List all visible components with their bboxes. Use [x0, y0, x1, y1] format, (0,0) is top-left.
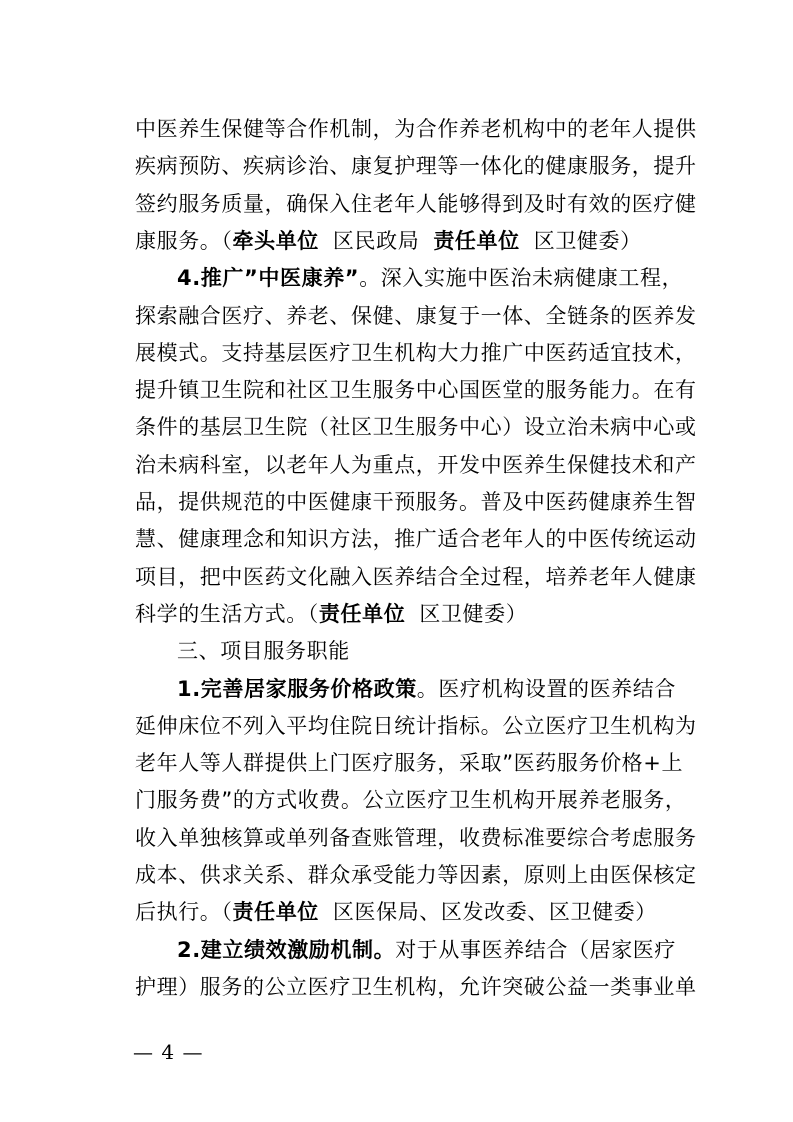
text-line [135, 559, 695, 596]
text-line [135, 596, 695, 633]
text-line [177, 932, 695, 969]
text-line [135, 857, 695, 894]
text-segment: 慧、健康理念和知识方法，推广适合老年人的中医传统运动 [135, 527, 697, 552]
text-line [135, 223, 695, 260]
text-line [135, 409, 695, 446]
text-segment: 品，提供规范的中医健康干预服务。普及中医药健康养生智 [135, 490, 697, 514]
bold-text-segment: 2.建立绩效激励机制。 [177, 937, 396, 962]
text-line [135, 484, 695, 521]
text-line [135, 111, 695, 148]
text-segment: 三、项目服务职能 [177, 639, 350, 664]
text-segment: 延伸床位不列入平均住院日统计指标。公立医疗卫生机构为 [135, 713, 697, 738]
text-segment: 后执行。（ [135, 900, 233, 925]
text-line [135, 708, 695, 745]
text-segment: 成本、供求关系、群众承受能力等因素，原则上由医保核定 [135, 863, 697, 887]
text-line [135, 820, 695, 857]
text-segment: 护理）服务的公立医疗卫生机构，允许突破公益一类事业单 [135, 974, 697, 999]
bold-text-segment: 责任单位 [232, 900, 319, 925]
text-line [135, 969, 695, 1006]
text-line [135, 298, 695, 335]
text-line [135, 186, 695, 223]
text-line [177, 260, 695, 297]
text-segment: 康服务。（ [135, 228, 233, 253]
text-line [135, 372, 695, 409]
text-segment: 区医保局、区发改委、区卫健委） [332, 900, 657, 925]
bold-text-segment: 4.推广”中医康养” [177, 266, 360, 291]
text-line [135, 745, 695, 782]
text-segment: 治未病科室，以老年人为重点，开发中医养生保健技术和产 [135, 452, 697, 477]
text-line [135, 148, 695, 185]
bold-text-segment: 责任单位 [433, 228, 520, 253]
text-segment: 提升镇卫生院和社区卫生服务中心国医堂的服务能力。在有 [135, 378, 697, 403]
text-line [135, 782, 695, 819]
text-segment: 。医疗机构设置的医养结合 [416, 676, 676, 701]
text-line [135, 894, 695, 931]
text-segment: 条件的基层卫生院（社区卫生服务中心）设立治未病中心或 [135, 415, 697, 440]
text-line [177, 671, 695, 708]
text-segment: 项目，把中医药文化融入医养结合全过程，培养老年人健康 [135, 564, 697, 589]
text-segment: 。深入实施中医治未病健康工程， [359, 266, 684, 291]
bold-text-segment: 牵头单位 [232, 228, 319, 253]
text-line [135, 447, 695, 484]
text-segment: 区卫健委） [533, 228, 642, 253]
text-segment: 探索融合医疗、养老、保健、康复于一体、全链条的医养发 [135, 303, 697, 328]
bold-text-segment: 责任单位 [318, 601, 406, 626]
text-segment: 签约服务质量，确保入住老年人能够得到及时有效的医疗健 [135, 191, 697, 216]
text-segment: 门服务费”的方式收费。公立医疗卫生机构开展养老服务， [135, 788, 687, 813]
text-line [135, 335, 695, 372]
text-segment: 疾病预防、疾病诊治、康复护理等一体化的健康服务，提升 [135, 154, 697, 179]
text-segment: 科学的生活方式。（ [135, 601, 319, 626]
page-number: — 4 — [133, 1040, 204, 1064]
text-line [177, 633, 695, 670]
text-segment: 中医养生保健等合作机制，为合作养老机构中的老年人提供 [135, 117, 697, 141]
text-segment: 区民政局 [332, 228, 420, 253]
text-segment: 对于从事医养结合（居家医疗 [395, 937, 677, 962]
text-segment: 区卫健委） [419, 601, 528, 626]
text-line [135, 521, 695, 558]
bold-text-segment: 1.完善居家服务价格政策 [177, 676, 417, 701]
text-segment: 收入单独核算或单列备查账管理，收费标准要综合考虑服务 [135, 825, 697, 850]
text-segment: 老年人等人群提供上门医疗服务，采取”医药服务价格+上 [135, 751, 684, 776]
text-segment: 展模式。支持基层医疗卫生机构大力推广中医药适宜技术， [135, 340, 697, 365]
